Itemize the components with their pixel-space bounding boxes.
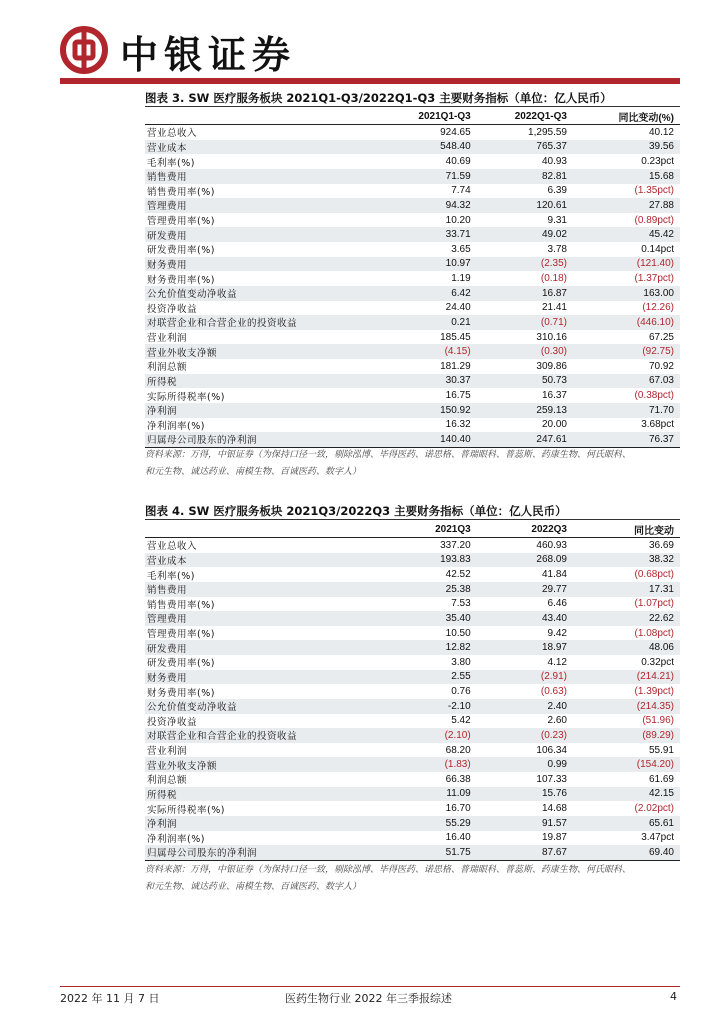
table1-col-2021: 2021Q1-Q3 — [380, 108, 476, 125]
row-value: 10.50 — [445, 627, 471, 639]
row-value: 259.13 — [477, 403, 573, 418]
row-value: 10.97 — [380, 257, 476, 272]
row-value: 15.76 — [477, 787, 573, 802]
table-row — [145, 714, 680, 729]
row-value: 309.86 — [536, 360, 567, 372]
row-label: 财务费用率(%) — [147, 274, 215, 286]
row-value: 2.60 — [547, 715, 567, 727]
row-value: 163.00 — [573, 286, 680, 301]
row-label: 公允价值变动净收益 — [145, 699, 380, 714]
row-value: (1.83) — [380, 757, 476, 772]
row-value: 67.25 — [648, 331, 674, 343]
row-value: 41.84 — [541, 569, 567, 581]
row-value: 40.12 — [648, 126, 674, 138]
row-value: 150.92 — [380, 403, 476, 418]
row-value: (4.15) — [380, 344, 476, 359]
table1-header-row — [145, 108, 680, 125]
row-value: 27.88 — [573, 198, 680, 213]
row-label: 研发费用 — [145, 640, 380, 655]
table-row — [145, 626, 680, 641]
row-value: 460.93 — [536, 539, 567, 551]
table-row — [145, 831, 680, 846]
row-label: 所得税 — [145, 374, 380, 389]
table2-header-row — [145, 521, 680, 538]
row-label: 销售费用率(%) — [147, 186, 215, 198]
row-value: 35.40 — [380, 611, 476, 626]
row-value: 22.62 — [573, 611, 680, 626]
row-value: 51.75 — [380, 845, 476, 860]
table-row — [145, 640, 680, 655]
table-row — [145, 315, 680, 330]
row-label: 净利润率(%) — [147, 833, 205, 845]
row-label: 财务费用 — [145, 670, 380, 685]
table-row — [145, 597, 680, 612]
row-label: 销售费用 — [145, 169, 380, 184]
page-header — [60, 22, 680, 80]
row-value: (1.39pct) — [634, 686, 674, 698]
row-value: 40.93 — [541, 156, 567, 168]
table-row — [145, 743, 680, 758]
row-value: 68.20 — [445, 744, 471, 756]
row-value: 38.32 — [573, 553, 680, 568]
table-row — [145, 845, 680, 860]
row-value: 140.40 — [380, 432, 476, 447]
row-value: (89.29) — [573, 728, 680, 743]
row-value: 0.21 — [380, 315, 476, 330]
table1-source-line1: 资料来源：万得，中银证券（为保持口径一致，剔除泓博、毕得医药、诺思格、普瑞眼科、普蕊斯、药康生物、何氏眼科、 — [145, 450, 632, 460]
row-value: 39.56 — [573, 140, 680, 155]
row-label: 营业外收支净额 — [145, 757, 380, 772]
row-value: 29.77 — [477, 582, 573, 597]
table-row — [145, 154, 680, 169]
row-label: 营业利润 — [147, 333, 188, 345]
row-value: 7.74 — [451, 185, 471, 197]
row-value: (0.30) — [477, 344, 573, 359]
table1-col-2022: 2022Q1-Q3 — [477, 108, 573, 125]
row-label: 对联营企业和合营企业的投资收益 — [145, 315, 380, 330]
table-row — [145, 140, 680, 155]
row-label: 毛利率(%) — [147, 157, 195, 169]
row-label: 归属母公司股东的净利润 — [145, 845, 380, 860]
row-value: 91.57 — [477, 816, 573, 831]
row-value: (0.71) — [477, 315, 573, 330]
page-number: 4 — [670, 990, 677, 1003]
row-value: 3.80 — [451, 656, 471, 668]
row-value: (12.26) — [642, 302, 674, 314]
table2-title-rule — [145, 519, 680, 520]
row-label: 利润总额 — [147, 362, 188, 374]
row-value: 14.68 — [541, 803, 567, 815]
table-row — [145, 286, 680, 301]
row-value: (0.63) — [540, 686, 567, 698]
row-value: 19.87 — [541, 832, 567, 844]
row-value: 66.38 — [445, 773, 471, 785]
row-value: 30.37 — [380, 374, 476, 389]
row-value: 247.61 — [477, 432, 573, 447]
row-value: 7.53 — [451, 598, 471, 610]
row-value: (2.02pct) — [634, 803, 674, 815]
row-value: (214.35) — [573, 699, 680, 714]
row-label: 投资净收益 — [147, 303, 198, 315]
footer-date: 2022 年 11 月 7 日 — [60, 992, 160, 1005]
row-value: 6.42 — [380, 286, 476, 301]
row-value: 2.55 — [380, 670, 476, 685]
row-value: 87.67 — [477, 845, 573, 860]
table2-source-line1: 资料来源：万得，中银证券（为保持口径一致，剔除泓博、毕得医药、诺思格、普瑞眼科、普蕊斯、药康生物、何氏眼科、 — [145, 865, 632, 875]
row-value: (0.89pct) — [634, 214, 674, 226]
table-row — [145, 757, 680, 772]
row-value: -2.10 — [380, 699, 476, 714]
row-value: (51.96) — [642, 715, 674, 727]
row-value: 36.69 — [648, 539, 674, 551]
brand-name: 中银证券 — [120, 32, 297, 77]
row-value: (154.20) — [573, 757, 680, 772]
row-value: 25.38 — [380, 582, 476, 597]
table2 — [145, 521, 680, 861]
row-label: 对联营企业和合营企业的投资收益 — [145, 728, 380, 743]
row-value: 6.46 — [547, 598, 567, 610]
row-value: 2.40 — [477, 699, 573, 714]
row-value: 106.34 — [536, 744, 567, 756]
row-value: 6.39 — [547, 185, 567, 197]
row-label: 营业成本 — [145, 553, 380, 568]
row-value: 40.69 — [445, 156, 471, 168]
row-value: 42.15 — [573, 787, 680, 802]
row-value: 193.83 — [380, 553, 476, 568]
footer-divider — [60, 986, 680, 987]
table-row — [145, 801, 680, 816]
row-value: (214.21) — [573, 670, 680, 685]
table-row — [145, 301, 680, 316]
row-value: 107.33 — [536, 773, 567, 785]
row-value: 3.65 — [451, 243, 471, 255]
row-label: 所得税 — [145, 787, 380, 802]
table-row — [145, 242, 680, 257]
row-value: 120.61 — [477, 198, 573, 213]
table-row — [145, 344, 680, 359]
table1-title-rule — [145, 106, 680, 107]
row-value: 3.47pct — [641, 832, 674, 844]
table2-title: 图表 4. SW 医疗服务板块 2021Q3/2022Q3 主要财务指标（单位：亿人民币） — [145, 504, 567, 518]
row-label: 营业成本 — [145, 140, 380, 155]
row-value: 61.69 — [648, 773, 674, 785]
row-label: 营业外收支净额 — [145, 344, 380, 359]
table2-source-line2: 和元生物、诚达药业、南模生物、百诚医药、数字人） — [145, 882, 362, 892]
row-value: 1,295.59 — [528, 126, 567, 138]
row-label: 销售费用率(%) — [147, 599, 215, 611]
table-row — [145, 257, 680, 272]
row-value: 3.78 — [547, 243, 567, 255]
table-row — [145, 227, 680, 242]
footer-report-title: 医药生物行业 2022 年三季报综述 — [285, 992, 452, 1005]
table-row — [145, 728, 680, 743]
row-value: 0.76 — [451, 686, 471, 698]
row-value: (0.18) — [540, 273, 567, 285]
row-value: 11.09 — [380, 787, 476, 802]
row-value: 0.14pct — [641, 243, 674, 255]
table1-source — [145, 447, 680, 481]
row-value: (1.37pct) — [634, 273, 674, 285]
table1 — [145, 108, 680, 448]
table-row — [145, 553, 680, 568]
table-row — [145, 670, 680, 685]
row-label: 实际所得税率(%) — [147, 391, 225, 403]
row-label: 净利润 — [145, 403, 380, 418]
row-label: 投资净收益 — [147, 716, 198, 728]
row-value: 24.40 — [445, 302, 471, 314]
table2-source — [145, 862, 680, 896]
row-label: 净利润率(%) — [147, 420, 205, 432]
row-value: 181.29 — [440, 360, 471, 372]
row-value: 21.41 — [541, 302, 567, 314]
table-row — [145, 432, 680, 447]
row-value: 548.40 — [380, 140, 476, 155]
table-row — [145, 787, 680, 802]
row-value: 43.40 — [477, 611, 573, 626]
table-row — [145, 567, 680, 582]
row-label: 财务费用 — [145, 257, 380, 272]
row-value: 82.81 — [477, 169, 573, 184]
row-value: 55.29 — [380, 816, 476, 831]
row-value: 16.37 — [541, 390, 567, 402]
row-value: 16.87 — [477, 286, 573, 301]
row-value: 20.00 — [541, 419, 567, 431]
table2-col-yoy: 同比变动 — [573, 521, 680, 538]
row-label: 营业总收入 — [147, 541, 198, 553]
table-row — [145, 374, 680, 389]
row-label: 销售费用 — [145, 582, 380, 597]
table-row — [145, 198, 680, 213]
row-label: 管理费用率(%) — [147, 629, 215, 641]
table1-col-yoy: 同比变动(%) — [573, 108, 680, 125]
row-value: 50.73 — [477, 374, 573, 389]
table-row — [145, 582, 680, 597]
table-row — [145, 169, 680, 184]
row-label: 研发费用率(%) — [147, 245, 215, 257]
row-value: (2.35) — [477, 257, 573, 272]
row-value: 5.42 — [451, 715, 471, 727]
row-value: (446.10) — [573, 315, 680, 330]
row-value: 16.70 — [445, 803, 471, 815]
row-value: (2.91) — [477, 670, 573, 685]
row-value: 42.52 — [445, 569, 471, 581]
row-value: (0.38pct) — [634, 390, 674, 402]
table1-source-line2: 和元生物、诚达药业、南模生物、百诚医药、数字人） — [145, 467, 362, 477]
row-value: 71.59 — [380, 169, 476, 184]
table-row — [145, 538, 680, 553]
row-value: 10.20 — [445, 214, 471, 226]
row-value: 71.70 — [573, 403, 680, 418]
table-row — [145, 684, 680, 699]
table-row — [145, 330, 680, 345]
row-value: 337.20 — [440, 539, 471, 551]
row-label: 利润总额 — [147, 775, 188, 787]
row-label: 毛利率(%) — [147, 570, 195, 582]
row-value: (121.40) — [573, 257, 680, 272]
row-value: 924.65 — [440, 126, 471, 138]
row-value: 765.37 — [477, 140, 573, 155]
row-value: 49.02 — [477, 227, 573, 242]
row-label: 归属母公司股东的净利润 — [145, 432, 380, 447]
row-value: 76.37 — [573, 432, 680, 447]
row-label: 营业利润 — [147, 746, 188, 758]
row-label: 财务费用率(%) — [147, 687, 215, 699]
row-value: 45.42 — [573, 227, 680, 242]
row-value: 69.40 — [573, 845, 680, 860]
table-row — [145, 388, 680, 403]
row-value: (92.75) — [573, 344, 680, 359]
row-value: 185.45 — [440, 331, 471, 343]
row-value: 0.32pct — [641, 656, 674, 668]
row-label: 研发费用率(%) — [147, 658, 215, 670]
row-value: 9.31 — [547, 214, 567, 226]
table-row — [145, 699, 680, 714]
row-value: 65.61 — [573, 816, 680, 831]
row-value: (0.68pct) — [634, 569, 674, 581]
row-label: 研发费用 — [145, 227, 380, 242]
row-value: 310.16 — [536, 331, 567, 343]
row-value: 33.71 — [380, 227, 476, 242]
table-row — [145, 816, 680, 831]
row-label: 营业总收入 — [147, 128, 198, 140]
table-row — [145, 772, 680, 787]
table-row — [145, 359, 680, 374]
row-value: 94.32 — [380, 198, 476, 213]
bank-logo-icon — [60, 26, 108, 74]
table-row — [145, 184, 680, 199]
row-value: 16.75 — [445, 390, 471, 402]
row-value: (2.10) — [380, 728, 476, 743]
row-value: 3.68pct — [641, 419, 674, 431]
row-value: 16.40 — [445, 832, 471, 844]
table-row — [145, 213, 680, 228]
row-label: 管理费用率(%) — [147, 216, 215, 228]
table-row — [145, 403, 680, 418]
table-row — [145, 418, 680, 433]
row-label: 净利润 — [145, 816, 380, 831]
row-value: 55.91 — [648, 744, 674, 756]
row-value: 0.99 — [477, 757, 573, 772]
table1-col-label — [145, 108, 380, 125]
row-value: (1.07pct) — [634, 598, 674, 610]
table2-col-2022: 2022Q3 — [477, 521, 573, 538]
row-value: 4.12 — [547, 656, 567, 668]
row-label: 公允价值变动净收益 — [145, 286, 380, 301]
row-value: (1.35pct) — [634, 185, 674, 197]
row-value: 12.82 — [380, 640, 476, 655]
row-value: 16.32 — [445, 419, 471, 431]
row-value: 67.03 — [573, 374, 680, 389]
table-row — [145, 655, 680, 670]
row-value: 15.68 — [573, 169, 680, 184]
row-value: (0.23) — [477, 728, 573, 743]
row-label: 实际所得税率(%) — [147, 804, 225, 816]
row-value: 1.19 — [451, 273, 471, 285]
row-value: 70.92 — [648, 360, 674, 372]
row-value: 0.23pct — [641, 156, 674, 168]
row-value: (1.08pct) — [634, 627, 674, 639]
row-value: 48.06 — [573, 640, 680, 655]
table2-col-label — [145, 521, 380, 538]
row-value: 9.42 — [547, 627, 567, 639]
table-row — [145, 271, 680, 286]
row-value: 18.97 — [477, 640, 573, 655]
row-value: 268.09 — [477, 553, 573, 568]
row-value: 17.31 — [573, 582, 680, 597]
table1-title: 图表 3. SW 医疗服务板块 2021Q1-Q3/2022Q1-Q3 主要财务指标（单位：亿人民币） — [145, 91, 612, 105]
row-label: 管理费用 — [145, 611, 380, 626]
table-row — [145, 125, 680, 140]
table-row — [145, 611, 680, 626]
table2-col-2021: 2021Q3 — [380, 521, 476, 538]
header-divider — [60, 78, 680, 84]
row-label: 管理费用 — [145, 198, 380, 213]
